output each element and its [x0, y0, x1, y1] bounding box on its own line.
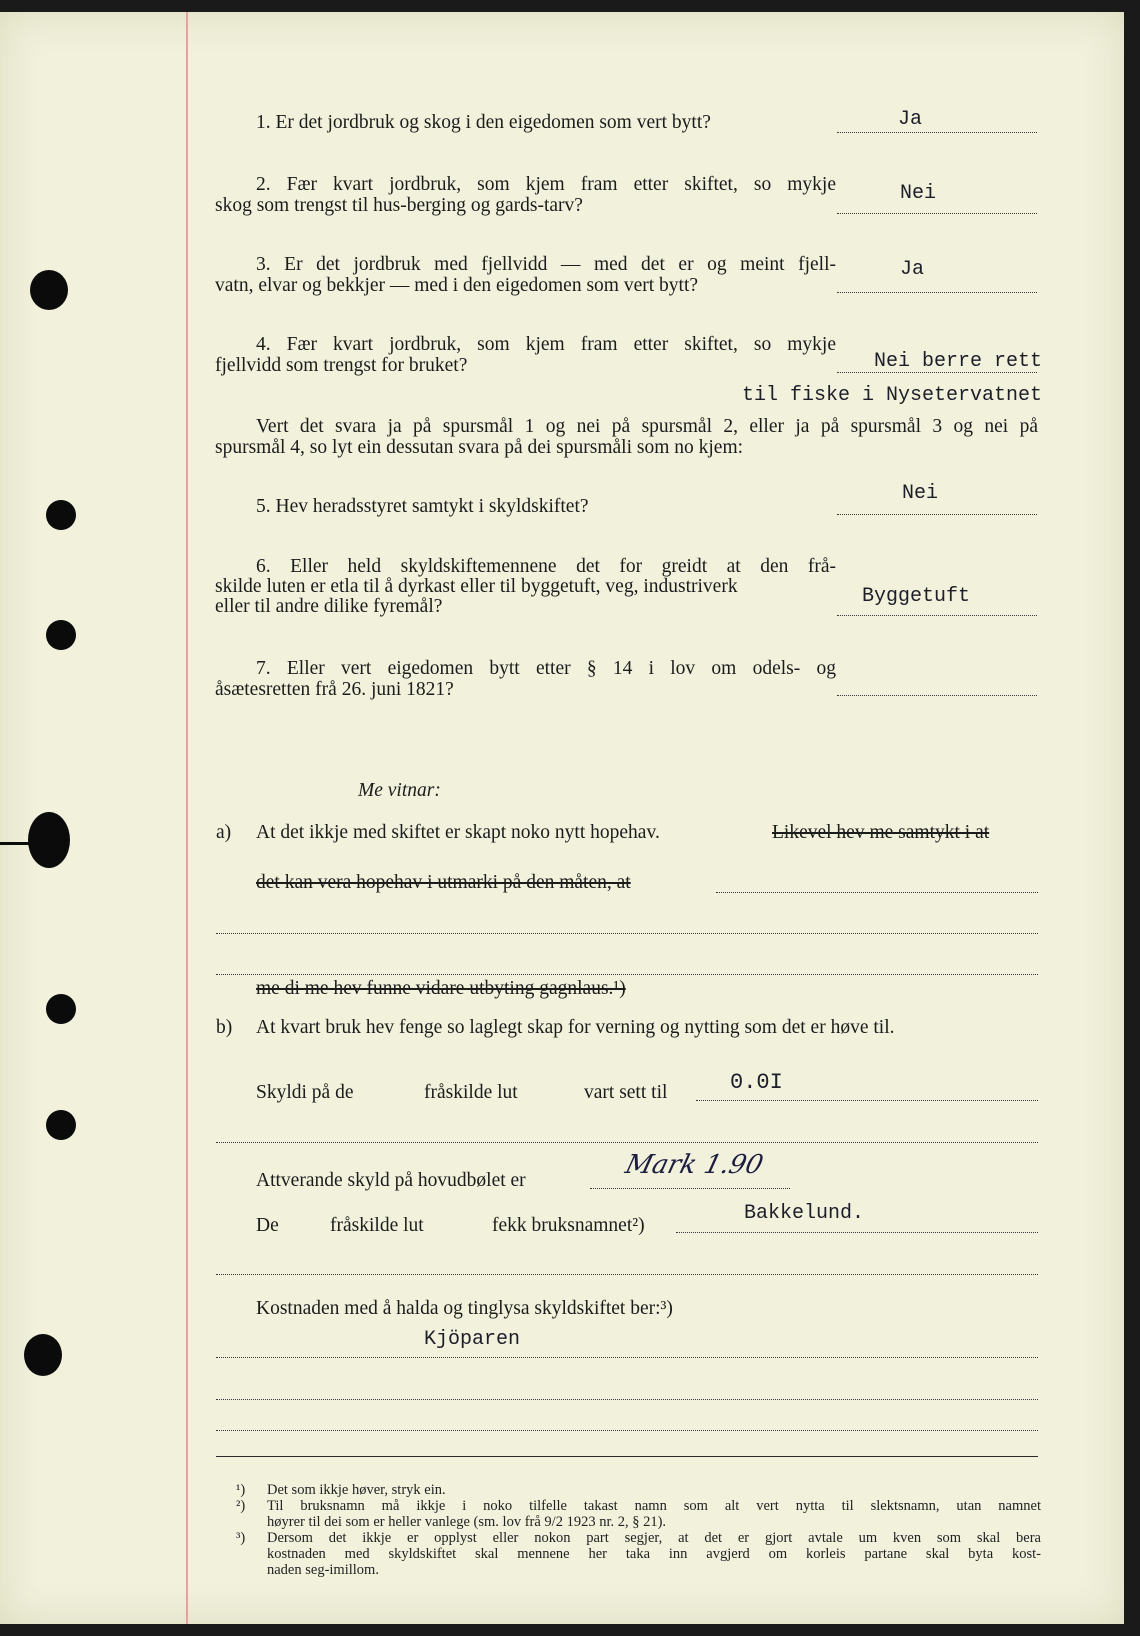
question-2-line-1: 2. Fær kvart jordbruk, som kjem fram etter skiftet, so mykje: [256, 174, 836, 195]
footnote-3-mark: ³): [236, 1530, 246, 1546]
binder-hole: [28, 812, 70, 868]
binder-hole: [46, 620, 76, 650]
question-4-answer-continued: til fiske i Nysetervatnet: [742, 384, 1043, 407]
skyld-value: 0.0I: [730, 1070, 783, 1095]
answer-line: [837, 514, 1037, 515]
fill-line: [696, 1100, 1038, 1101]
question-6-line-1: 6. Eller held skyldskiftemennene det for greidt at den frå-: [256, 556, 836, 577]
fill-line: [590, 1188, 790, 1189]
witness-a-struck-1: Likevel hev me samtykt i at: [772, 822, 990, 843]
fill-line: [216, 1357, 1038, 1358]
kostnad-value: Kjöparen: [424, 1328, 521, 1351]
binder-hole: [0, 842, 40, 845]
witness-a-struck-2: det kan vera hopehav i utmarki på den måten, at: [256, 872, 631, 893]
bruksnamn-label-2: fråskilde lut: [330, 1215, 424, 1236]
skyld-label-2: fråskilde lut: [424, 1082, 518, 1103]
footnote-2-line-1: Til bruksnamn må ikkje i noko tilfelle takast namn som alt vert nytta til slektsnamn, utan namnet: [267, 1498, 1041, 1514]
question-3-line-1: 3. Er det jordbruk med fjellvidd — med det er og meint fjell-: [256, 254, 836, 275]
attverande-label: Attverande skyld på hovudbølet er: [256, 1170, 526, 1191]
answer-line: [837, 213, 1037, 214]
footnote-2-line-2: høyrer til dei som er heller vanlege (sm. lov frå 9/2 1923 nr. 2, § 21).: [267, 1514, 667, 1530]
witness-b-text: At kvart bruk hev fenge so laglegt skap for verning og nytting som det er høve til.: [256, 1017, 895, 1038]
bruksnamn-value: Bakkelund.: [744, 1202, 865, 1225]
question-6-answer: Byggetuft: [862, 585, 971, 608]
witness-a-text: At det ikkje med skiftet er skapt noko nytt hopehav.: [256, 822, 660, 843]
answer-line: [837, 132, 1037, 133]
question-6-line-2: skilde luten er etla til å dyrkast eller til byggetuft, veg, industriverk: [215, 576, 738, 597]
question-4-line-2: fjellvidd som trengst for bruket?: [215, 355, 468, 376]
answer-line: [837, 292, 1037, 293]
footnote-3-line-2: kostnaden med skyldskiftet skal mennene her taka inn avgjerd om korleis partane skal byta kost-: [267, 1546, 1041, 1562]
fill-line: [216, 1142, 1038, 1143]
bruksnamn-label-1: De: [256, 1215, 279, 1236]
footnote-1-mark: ¹): [236, 1482, 246, 1498]
footnote-3-line-1: Dersom det ikkje er opplyst eller nokon part segjer, at det er gjort avtale um kven som skal bera: [267, 1530, 1041, 1546]
question-7-line-1: 7. Eller vert eigedomen bytt etter § 14 i lov om odels- og: [256, 658, 836, 679]
witness-a-struck-3: me di me hev funne vidare utbyting gagnlaus.¹): [256, 978, 626, 999]
question-5-text: 5. Hev heradsstyret samtykt i skyldskiftet?: [256, 496, 589, 517]
bruksnamn-label-3: fekk bruksnamnet²): [492, 1215, 645, 1236]
fill-line: [216, 1430, 1038, 1431]
question-3-line-2: vatn, elvar og bekkjer — med i den eigedomen som vert bytt?: [215, 275, 699, 296]
question-4-line-1: 4. Fær kvart jordbruk, som kjem fram etter skiftet, so mykje: [256, 334, 836, 355]
condition-line-2: spursmål 4, so lyt ein dessutan svara på dei spursmåli som no kjem:: [215, 437, 744, 458]
binder-hole: [46, 1110, 76, 1140]
binder-hole: [46, 994, 76, 1024]
question-3-answer: Ja: [900, 258, 925, 281]
binder-hole: [46, 500, 76, 530]
question-5-answer: Nei: [902, 482, 939, 505]
fill-line: [216, 1399, 1038, 1400]
question-1-answer: Ja: [898, 108, 923, 131]
attverande-value: Mark 1.90: [622, 1150, 767, 1180]
fill-line: [216, 1274, 1038, 1275]
skyld-label-1: Skyldi på de: [256, 1082, 354, 1103]
document-page: [0, 12, 1124, 1624]
answer-line: [837, 615, 1037, 616]
fill-line: [676, 1232, 1038, 1233]
footnote-2-mark: ²): [236, 1498, 246, 1514]
question-2-line-2: skog som trengst til hus-berging og gards-tarv?: [215, 195, 583, 216]
footnote-separator: [216, 1456, 1038, 1457]
question-1-text: 1. Er det jordbruk og skog i den eigedomen som vert bytt?: [256, 112, 711, 133]
footnote-3-line-3: naden seg-imillom.: [267, 1562, 379, 1578]
margin-line: [186, 12, 188, 1624]
footnote-1-line-1: Det som ikkje høver, stryk ein.: [267, 1482, 446, 1498]
question-2-answer: Nei: [900, 182, 937, 205]
question-4-answer: Nei berre rett: [874, 350, 1043, 373]
question-7-line-2: åsætesretten frå 26. juni 1821?: [215, 679, 454, 700]
question-6-line-3: eller til andre dilike fyremål?: [215, 596, 443, 617]
binder-hole: [30, 270, 68, 310]
fill-line: [216, 974, 1038, 975]
binder-hole: [24, 1334, 62, 1376]
fill-line: [216, 933, 1038, 934]
answer-line: [837, 695, 1037, 696]
fill-line: [716, 892, 1038, 893]
condition-line-1: Vert det svara ja på spursmål 1 og nei på spursmål 2, eller ja på spursmål 3 og nei på: [256, 416, 1038, 437]
skyld-label-3: vart sett til: [584, 1082, 668, 1103]
witness-heading: Me vitnar:: [358, 780, 441, 801]
kostnad-label: Kostnaden med å halda og tinglysa skyldskiftet ber:³): [256, 1298, 673, 1319]
witness-a-label: a): [216, 822, 232, 843]
witness-b-label: b): [216, 1017, 233, 1038]
